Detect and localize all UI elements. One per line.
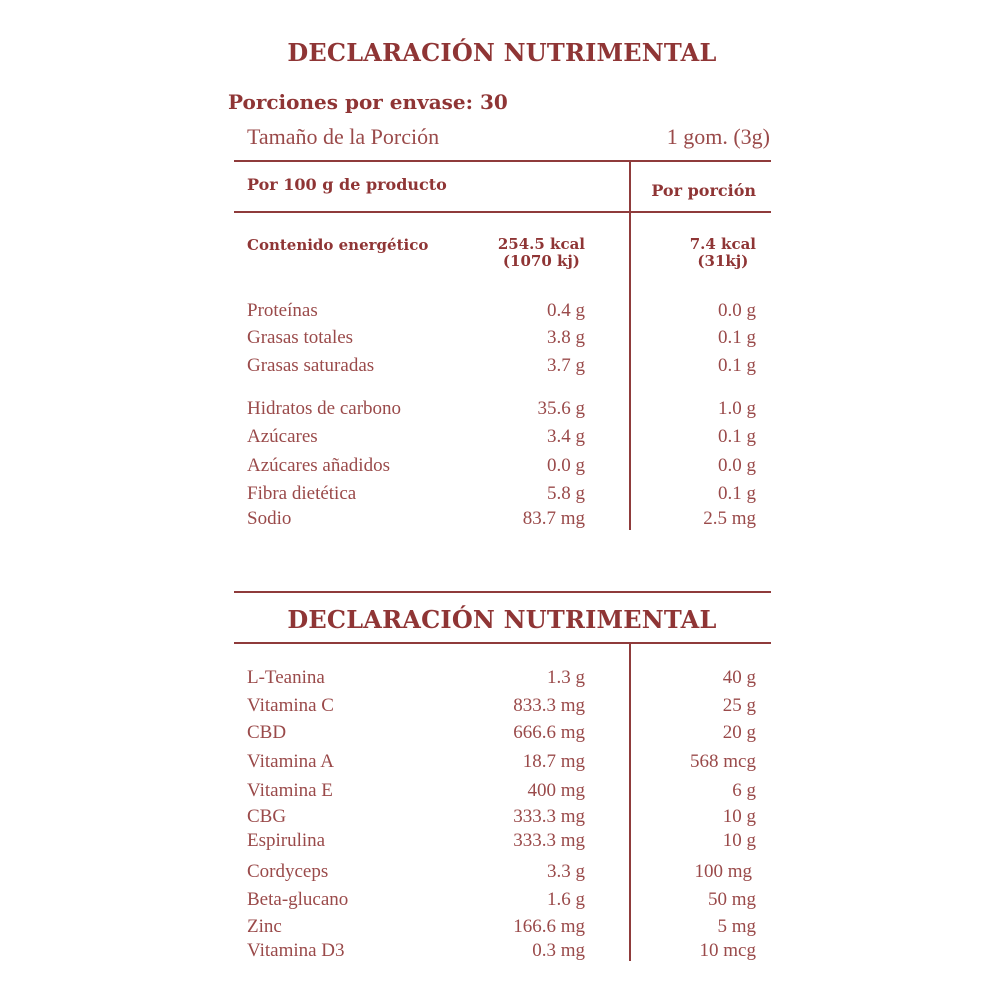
nutrient-row xyxy=(247,508,756,532)
nutrient-per-100g: 3.8 g xyxy=(547,327,585,348)
nutrient-row xyxy=(247,483,756,507)
supplement-row xyxy=(247,940,756,964)
servings-per-container: Porciones por envase: 30 xyxy=(228,90,508,114)
column-header-per-100g: Por 100 g de producto xyxy=(247,175,447,194)
supplement-per-serving: 10 g xyxy=(722,806,756,827)
supplement-name: Vitamina C xyxy=(247,695,334,716)
energy-per-100g-kj: (1070 kj) xyxy=(502,252,580,270)
supplement-per-100g: 833.3 mg xyxy=(513,695,585,716)
nutrient-per-100g: 35.6 g xyxy=(537,398,585,419)
supplement-row xyxy=(247,889,756,913)
nutrient-name: Grasas saturadas xyxy=(247,355,375,376)
divider-header xyxy=(234,211,771,213)
serving-size-value: 1 gom. (3g) xyxy=(666,124,770,149)
supplement-per-100g: 666.6 mg xyxy=(513,722,585,743)
nutrient-per-serving: 1.0 g xyxy=(718,398,756,419)
supplement-per-serving: 100 mg xyxy=(694,861,752,882)
supplement-row xyxy=(247,916,756,940)
supplement-per-100g: 1.6 g xyxy=(547,889,585,910)
nutrient-per-serving: 0.1 g xyxy=(718,327,756,348)
supplement-name: Vitamina D3 xyxy=(247,940,345,961)
divider-section2-header xyxy=(234,642,771,644)
supplement-name: Espirulina xyxy=(247,830,326,851)
supplement-row xyxy=(247,806,756,830)
energy-per-serving-kj: (31kj) xyxy=(697,252,749,270)
nutrient-name: Sodio xyxy=(247,508,292,529)
nutrient-per-100g: 0.4 g xyxy=(547,300,585,321)
nutrient-name: Proteínas xyxy=(247,300,318,321)
supplement-per-serving: 50 mg xyxy=(707,889,756,910)
nutrient-per-100g: 3.4 g xyxy=(547,426,585,447)
nutrient-per-serving: 0.1 g xyxy=(718,355,756,376)
supplement-per-100g: 1.3 g xyxy=(547,667,585,688)
supplement-row xyxy=(247,722,756,746)
serving-size-label: Tamaño de la Porción xyxy=(247,124,440,149)
column-header-per-serving: Por porción xyxy=(651,181,756,200)
supplement-per-100g: 333.3 mg xyxy=(513,806,585,827)
supplement-row xyxy=(247,667,756,691)
supplement-name: CBG xyxy=(247,806,287,827)
supplement-per-serving: 40 g xyxy=(722,667,756,688)
supplement-per-serving: 25 g xyxy=(722,695,756,716)
supplement-per-100g: 166.6 mg xyxy=(513,916,585,937)
supplement-row xyxy=(247,861,756,885)
nutrient-row xyxy=(247,327,756,351)
energy-per-100g-kcal: 254.5 kcal xyxy=(497,235,585,253)
supplement-name: L-Teanina xyxy=(247,667,325,688)
supplement-per-100g: 333.3 mg xyxy=(513,830,585,851)
supplement-row xyxy=(247,780,756,804)
nutrient-per-100g: 0.0 g xyxy=(547,455,585,476)
divider-section2-top xyxy=(234,591,771,593)
supplement-name: Beta-glucano xyxy=(247,889,349,910)
nutrient-per-100g: 3.7 g xyxy=(547,355,585,376)
energy-label: Contenido energético xyxy=(247,236,429,254)
nutrient-per-100g: 5.8 g xyxy=(547,483,585,504)
supplement-per-serving: 10 mcg xyxy=(699,940,756,961)
supplement-row xyxy=(247,751,756,775)
divider-top xyxy=(234,160,771,162)
nutrient-row xyxy=(247,426,756,450)
supplement-per-serving: 20 g xyxy=(722,722,756,743)
supplement-per-100g: 400 mg xyxy=(527,780,585,801)
nutrient-name: Azúcares xyxy=(247,426,318,447)
nutrient-name: Fibra dietética xyxy=(247,483,357,504)
nutrient-per-serving: 2.5 mg xyxy=(703,508,756,529)
supplement-per-100g: 18.7 mg xyxy=(522,751,585,772)
nutrient-per-serving: 0.0 g xyxy=(718,455,756,476)
supplement-row xyxy=(247,695,756,719)
supplement-row xyxy=(247,830,756,854)
nutrient-name: Azúcares añadidos xyxy=(247,455,390,476)
nutrient-row xyxy=(247,455,756,479)
section2-title: DECLARACIÓN NUTRIMENTAL xyxy=(287,605,717,634)
supplement-per-100g: 0.3 mg xyxy=(532,940,585,961)
supplement-per-serving: 10 g xyxy=(722,830,756,851)
nutrient-row xyxy=(247,398,756,422)
energy-per-serving xyxy=(690,236,756,270)
nutrient-row xyxy=(247,300,756,324)
nutrient-per-serving: 0.1 g xyxy=(718,483,756,504)
supplement-name: Zinc xyxy=(247,916,282,937)
supplement-per-100g: 3.3 g xyxy=(547,861,585,882)
supplement-name: Cordyceps xyxy=(247,861,329,882)
supplement-name: CBD xyxy=(247,722,287,743)
energy-per-100g xyxy=(498,236,585,270)
supplement-per-serving: 5 mg xyxy=(717,916,756,937)
nutrient-name: Grasas totales xyxy=(247,327,354,348)
supplement-per-serving: 568 mcg xyxy=(690,751,756,772)
energy-per-serving-kcal: 7.4 kcal xyxy=(689,235,756,253)
supplement-name: Vitamina E xyxy=(247,780,333,801)
nutrient-per-100g: 83.7 mg xyxy=(522,508,585,529)
nutrient-per-serving: 0.0 g xyxy=(718,300,756,321)
nutrient-per-serving: 0.1 g xyxy=(718,426,756,447)
nutrient-name: Hidratos de carbono xyxy=(247,398,402,419)
supplement-per-serving: 6 g xyxy=(732,780,756,801)
supplement-name: Vitamina A xyxy=(247,751,334,772)
nutrient-row xyxy=(247,355,756,379)
page-title: DECLARACIÓN NUTRIMENTAL xyxy=(287,38,717,67)
